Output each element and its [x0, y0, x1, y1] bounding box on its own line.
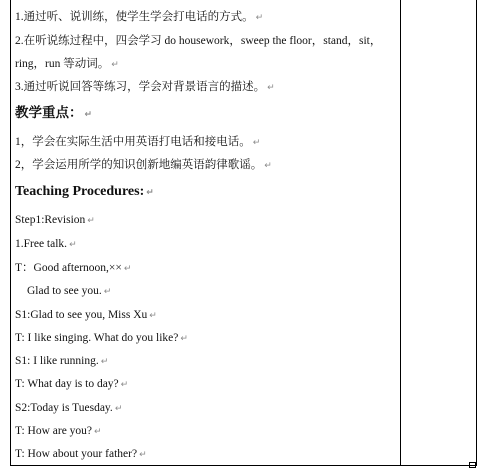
procedure-line: T: How about your father? ↵: [15, 448, 147, 460]
cell-end-marker: [469, 462, 476, 468]
key-points-heading: 教学重点： ↵: [15, 105, 93, 121]
paragraph-mark-icon: ↵: [264, 161, 272, 171]
paragraph-mark-icon: ↵: [114, 404, 123, 414]
paragraph-mark-icon: ↵: [149, 311, 157, 321]
table-column-divider: [400, 0, 401, 466]
paragraph-mark-icon: ↵: [84, 110, 93, 120]
paragraph-mark-icon: ↵: [267, 83, 275, 93]
procedure-line: T: I like singing. What do you like? ↵: [15, 332, 188, 344]
paragraph-mark-icon: ↵: [255, 13, 264, 23]
procedure-line: T: What day is to day? ↵: [15, 378, 129, 390]
paragraph-mark-icon: ↵: [123, 264, 132, 274]
procedure-line: S2:Today is Tuesday. ↵: [15, 402, 123, 414]
paragraph-mark-icon: ↵: [111, 60, 119, 70]
table-bottom-border: [10, 465, 477, 466]
procedure-line: S1: I like running. ↵: [15, 355, 109, 367]
table-left-border: [10, 0, 11, 466]
objective-line: 2.在听说练过程中，四会学习 do housework，sweep the floor，stand，sit，: [15, 35, 382, 47]
paragraph-mark-icon: ↵: [103, 287, 112, 297]
procedure-line: T：Good afternoon,×× ↵: [15, 262, 132, 274]
paragraph-mark-icon: ↵: [69, 240, 77, 250]
paragraph-mark-icon: ↵: [120, 380, 129, 390]
procedure-line: Step1:Revision ↵: [15, 214, 95, 226]
paragraph-mark-icon: ↵: [87, 216, 95, 226]
procedure-line: T: How are you? ↵: [15, 425, 102, 437]
objective-line: 1.通过听、说训练，使学生学会打电话的方式。 ↵: [15, 11, 264, 23]
key-point-item: 1，学会在实际生活中用英语打电话和接电话。 ↵: [15, 136, 261, 148]
procedure-line: 1.Free talk. ↵: [15, 238, 77, 250]
paragraph-mark-icon: ↵: [252, 138, 261, 148]
procedure-line: Glad to see you. ↵: [27, 285, 112, 297]
paragraph-mark-icon: ↵: [180, 334, 188, 344]
paragraph-mark-icon: ↵: [139, 450, 147, 460]
paragraph-mark-icon: ↵: [100, 357, 109, 367]
procedure-line: S1:Glad to see you, Miss Xu ↵: [15, 309, 157, 321]
objective-line: ring，run 等动词。 ↵: [15, 58, 119, 70]
table-right-border: [476, 0, 477, 466]
paragraph-mark-icon: ↵: [94, 427, 102, 437]
paragraph-mark-icon: ↵: [146, 188, 154, 198]
procedures-heading: Teaching Procedures: ↵: [15, 184, 154, 199]
key-point-item: 2，学会运用所学的知识创新地编英语韵律歌谣。 ↵: [15, 159, 272, 171]
objective-line: 3.通过听说回答等练习，学会对背景语言的描述。 ↵: [15, 81, 275, 93]
